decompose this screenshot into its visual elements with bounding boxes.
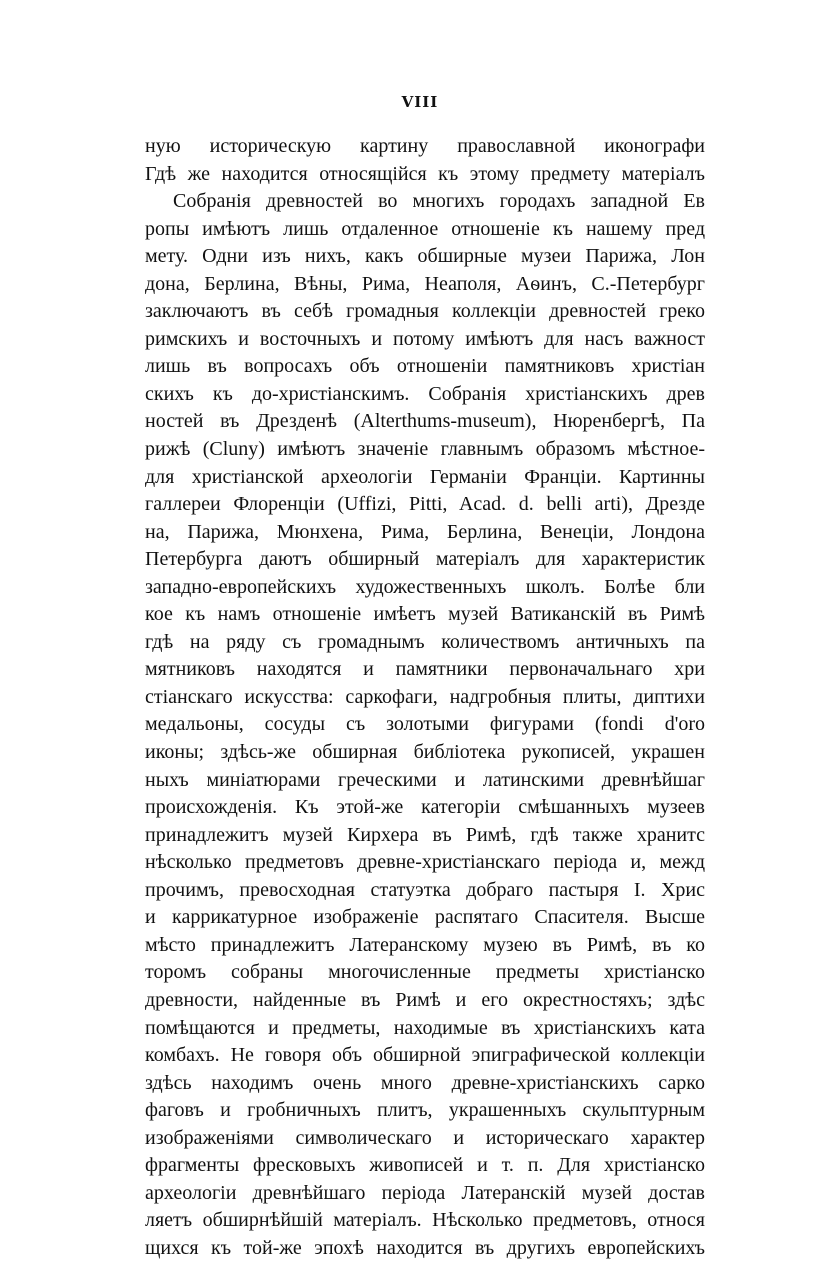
- text-line: медальоны, сосуды съ золотыми фигурами (fondi d'oro: [145, 713, 705, 736]
- text-line: ную историческую картину православной иконографи: [145, 135, 705, 157]
- text-line: фрагменты фресковыхъ живописей и т. п. Для христіанско: [145, 1154, 705, 1177]
- text-line: фаговъ и гробничныхъ плитъ, украшенныхъ скульптурным: [145, 1099, 705, 1122]
- text-line: кое къ намъ отношеніе имѣетъ музей Ватиканскій въ Римѣ: [145, 603, 705, 626]
- text-line: помѣщаются и предметы, находимые въ христіанскихъ ката: [145, 1016, 705, 1039]
- body-text: [145, 133, 705, 1262]
- text-line: иконы; здѣсь-же обширная библіотека рукописей, украшен: [145, 741, 705, 764]
- text-line: изображеніями символическаго и историческаго характер: [145, 1126, 705, 1149]
- text-line: принадлежитъ музей Кирхера въ Римѣ, гдѣ также хранитс: [145, 823, 705, 846]
- text-line: скихъ къ до-христіанскимъ. Собранія христіанскихъ древ: [145, 382, 705, 405]
- text-line: на, Парижа, Мюнхена, Рима, Берлина, Венеціи, Лондона: [145, 520, 705, 543]
- text-line: прочимъ, превосходная статуэтка добраго пастыря І. Хрис: [145, 878, 705, 901]
- text-line: происхожденія. Къ этой-же категоріи смѣшанныхъ музеев: [145, 796, 705, 819]
- text-line: мету. Одни изъ нихъ, какъ обширные музеи Парижа, Лон: [145, 245, 705, 268]
- text-line: для христіанской археологіи Германіи Франціи. Картинны: [145, 465, 705, 488]
- text-line: римскихъ и восточныхъ и потому имѣютъ для насъ важност: [145, 327, 705, 350]
- text-line: стіанскаго искусства: саркофаги, надгробныя плиты, диптихи: [145, 685, 705, 708]
- text-line: здѣсь находимъ очень много древне-христіанскихъ сарко: [145, 1071, 705, 1094]
- text-line: лишь въ вопросахъ объ отношеніи памятниковъ христіан: [145, 355, 705, 378]
- text-line: гдѣ на ряду съ громаднымъ количествомъ античныхъ па: [145, 630, 705, 653]
- text-line: древности, найденные въ Римѣ и его окрестностяхъ; здѣс: [145, 988, 705, 1011]
- text-line: галлереи Флоренціи (Uffizi, Pitti, Acad. d. belli arti), Дрезде: [145, 493, 705, 516]
- text-line: археологіи древнѣйшаго періода Латеранскій музей достав: [145, 1181, 705, 1204]
- text-line: заключаютъ въ себѣ громадныя коллекціи древностей греко: [145, 300, 705, 323]
- text-line: и каррикатурное изображеніе распятаго Спасителя. Высше: [145, 906, 705, 929]
- text-line: комбахъ. Не говоря объ обширной эпиграфической коллекціи: [145, 1044, 705, 1067]
- text-line: щихся къ той-же эпохѣ находится въ другихъ европейскихъ: [145, 1236, 705, 1259]
- text-line: рижѣ (Cluny) имѣютъ значеніе главнымъ образомъ мѣстное-: [145, 438, 705, 461]
- text-line: Гдѣ же находится относящійся къ этому предмету матеріалъ: [145, 162, 705, 185]
- text-line: ностей въ Дрезденѣ (Alterthums-museum), Нюренбергѣ, Па: [145, 410, 705, 433]
- text-line: мятниковъ находятся и памятники первоначальнаго хри: [145, 658, 705, 681]
- text-line: дона, Берлина, Вѣны, Рима, Неаполя, Аѳинъ, С.-Петербург: [145, 272, 705, 295]
- text-line: мѣсто принадлежитъ Латеранскому музею въ Римѣ, въ ко: [145, 933, 705, 956]
- text-line: Петербурга даютъ обширный матеріалъ для характеристик: [145, 548, 705, 571]
- text-line: ропы имѣютъ лишь отдаленное отношеніе къ нашему пред: [145, 217, 705, 240]
- page-number: VIII: [401, 93, 439, 111]
- text-line: торомъ собраны многочисленные предметы христіанско: [145, 961, 705, 984]
- text-line: западно-европейскихъ художественныхъ школъ. Болѣе бли: [145, 575, 705, 598]
- text-line: ныхъ миніатюрами греческими и латинскими древнѣйшаг: [145, 768, 705, 791]
- text-line: нѣсколько предметовъ древне-христіанскаго періода и, межд: [145, 851, 705, 874]
- paragraph-start-line: Собранія древностей во многихъ городахъ западной Ев: [173, 190, 705, 213]
- text-line: ляетъ обширнѣйшій матеріалъ. Нѣсколько предметовъ, относя: [145, 1209, 705, 1232]
